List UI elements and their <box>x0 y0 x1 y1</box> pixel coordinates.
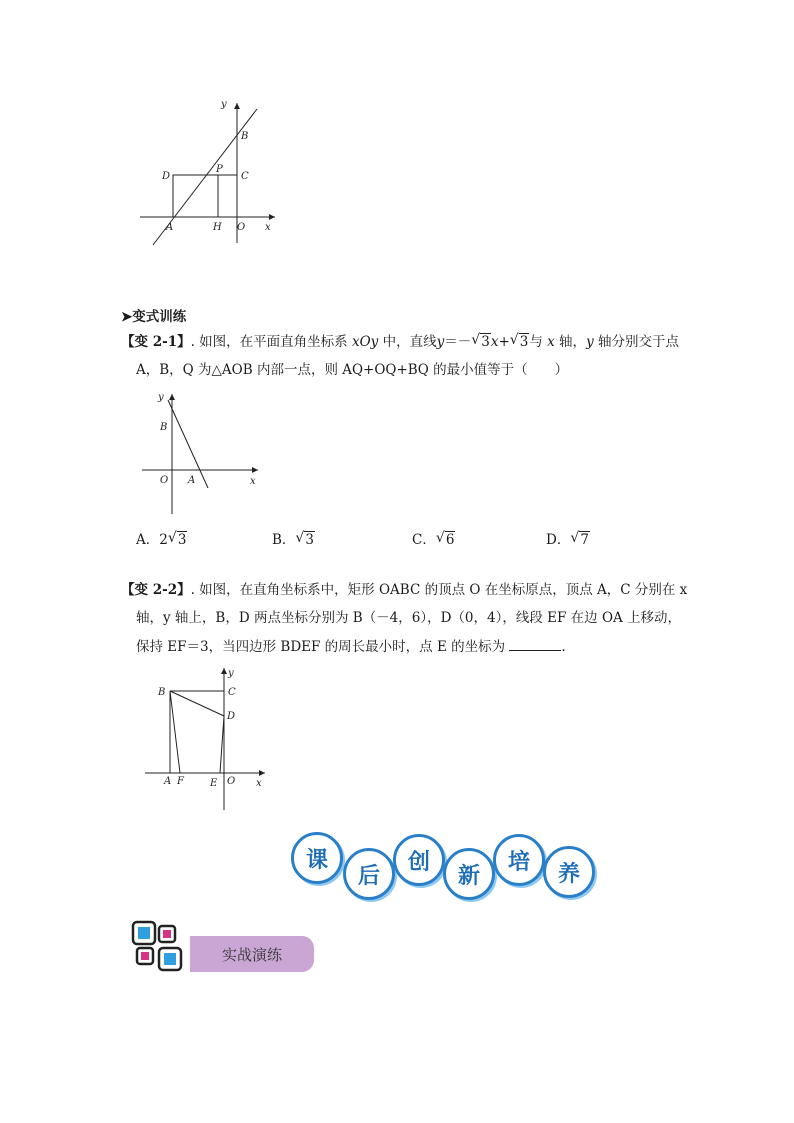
banner-char-6: 养 <box>543 846 595 898</box>
fig3-label-y: y <box>228 668 234 679</box>
q2-line-3: 保持 EF＝3，当四边形 BDEF 的周长最小时，点 E 的坐标为 . <box>136 636 566 657</box>
fig1-label-C: C <box>241 171 249 182</box>
practice-section-header <box>190 936 314 972</box>
grid-squares-icon <box>129 918 185 974</box>
option-C[interactable]: C．√ 6 <box>412 530 455 550</box>
fig2-label-O: O <box>160 475 169 486</box>
fig1-label-H: H <box>213 222 222 233</box>
fig3-label-F: F <box>177 776 184 787</box>
banner-char-1: 课 <box>291 832 343 884</box>
section-title: ➤变式训练 <box>121 309 187 325</box>
fig3-label-A: A <box>164 776 172 787</box>
q2-line-1: 【变 2-2】. 如图，在直角坐标系中，矩形 OABC 的顶点 O 在坐标原点，顶点 A，C 分别在 x <box>121 582 688 598</box>
fig3-label-C: C <box>228 687 236 698</box>
banner-char-2: 后 <box>343 848 395 900</box>
q2-tag: 【变 2-2】 <box>121 582 191 598</box>
fig2-label-y: y <box>158 392 164 403</box>
fig1-label-B: B <box>241 131 249 142</box>
practice-title: 实战演练 <box>221 945 282 964</box>
fig2-label-B: B <box>160 422 168 433</box>
after-class-banner <box>287 828 599 898</box>
q1-tag: 【变 2-1】 <box>121 334 191 350</box>
q1-line-1: 【变 2-1】. 如图，在平面直角坐标系 xOy 中，直线y＝－√ 3x+√ 3与 x 轴，y 轴分别交于点 <box>121 332 679 352</box>
fig3-label-O: O <box>227 776 236 787</box>
fig3-label-D: D <box>227 711 236 722</box>
fig1-label-A: A <box>166 222 174 233</box>
fig1-label-x: x <box>265 222 271 233</box>
q2-line-2: 轴，y 轴上，B，D 两点坐标分别为 B（－4，6），D（0，4），线段 EF 在边 OA 上移动， <box>136 610 682 626</box>
fig2-label-A: A <box>188 475 196 486</box>
fig2-label-x: x <box>250 476 256 487</box>
q1-line-2: A，B，Q 为△AOB 内部一点，则 AQ+OQ+BQ 的最小值等于（ ） <box>136 362 569 378</box>
fig1-label-y: y <box>221 99 227 110</box>
figure-1 <box>135 95 285 250</box>
fig1-label-O: O <box>237 222 246 233</box>
figure-2-2 <box>140 662 270 812</box>
banner-char-4: 新 <box>443 848 495 900</box>
figure-2-1 <box>140 386 265 516</box>
banner-char-3: 创 <box>393 834 445 886</box>
fig1-label-D: D <box>162 171 171 182</box>
banner-char-5: 培 <box>493 834 545 886</box>
fig3-label-B: B <box>158 687 166 698</box>
option-B[interactable]: B．√ 3 <box>272 530 315 550</box>
option-D[interactable]: D．√ 7 <box>546 530 590 550</box>
option-A[interactable]: A．2√ 3 <box>136 530 187 550</box>
fig3-label-E: E <box>210 778 218 789</box>
answer-blank[interactable] <box>509 636 561 651</box>
fig1-label-P: P <box>216 164 223 175</box>
fig3-label-x: x <box>256 778 262 789</box>
